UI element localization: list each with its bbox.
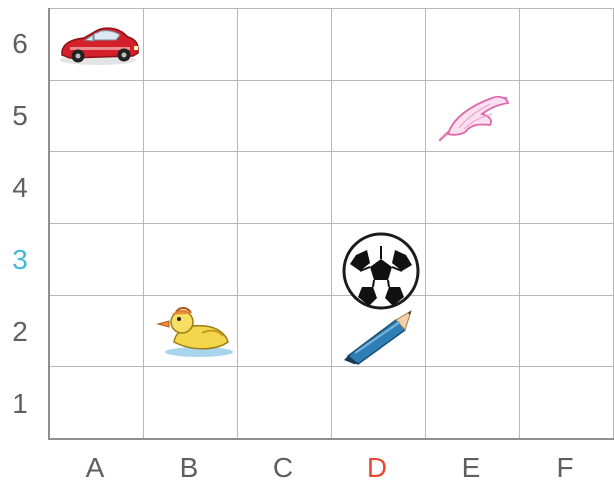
duck-icon xyxy=(154,302,242,362)
grid-cell-b4 xyxy=(144,151,238,223)
grid-cell-c4 xyxy=(238,151,332,223)
row-label-4: 4 xyxy=(12,172,28,203)
grid-cell-f1 xyxy=(520,366,614,438)
column-label-a: A xyxy=(85,452,105,483)
grid-cell-e3 xyxy=(426,223,520,295)
coordinate-grid xyxy=(48,8,614,440)
row-label-5: 5 xyxy=(12,100,28,131)
grid-cell-f2 xyxy=(520,295,614,367)
grid-cell-b6 xyxy=(144,8,238,80)
grid-cell-d6 xyxy=(332,8,426,80)
grid-cell-c2 xyxy=(238,295,332,367)
grid-cell-f5 xyxy=(520,80,614,152)
grid-cell-c5 xyxy=(238,80,332,152)
row-label-3: 3 xyxy=(12,244,28,275)
grid-cell-e6 xyxy=(426,8,520,80)
grid-cell-d4 xyxy=(332,151,426,223)
row-label-6: 6 xyxy=(12,28,28,59)
feather-icon xyxy=(434,90,512,148)
grid-cell-b1 xyxy=(144,366,238,438)
grid-cell-b5 xyxy=(144,80,238,152)
grid-cell-e4 xyxy=(426,151,520,223)
column-label-e: E xyxy=(461,452,481,483)
grid-cell-b3 xyxy=(144,223,238,295)
grid-cell-f3 xyxy=(520,223,614,295)
grid-cell-c6 xyxy=(238,8,332,80)
row-label-2: 2 xyxy=(12,316,28,347)
grid-cell-a5 xyxy=(50,80,144,152)
grid-cell-e2 xyxy=(426,295,520,367)
row-label-1: 1 xyxy=(12,388,28,419)
grid-cell-e1 xyxy=(426,366,520,438)
grid-cell-a1 xyxy=(50,366,144,438)
grid-cell-d5 xyxy=(332,80,426,152)
grid-cell-f6 xyxy=(520,8,614,80)
column-label-f: F xyxy=(556,452,574,483)
column-label-c: C xyxy=(272,452,294,483)
car-icon xyxy=(54,22,142,70)
soccer-ball-icon xyxy=(338,228,424,314)
grid-cell-d1 xyxy=(332,366,426,438)
pencil-icon xyxy=(338,304,420,366)
grid-cell-a3 xyxy=(50,223,144,295)
grid-cell-a2 xyxy=(50,295,144,367)
grid-cell-a4 xyxy=(50,151,144,223)
grid-cell-f4 xyxy=(520,151,614,223)
column-label-d: D xyxy=(366,452,388,483)
grid-cell-c3 xyxy=(238,223,332,295)
grid-cell-c1 xyxy=(238,366,332,438)
column-label-b: B xyxy=(179,452,199,483)
